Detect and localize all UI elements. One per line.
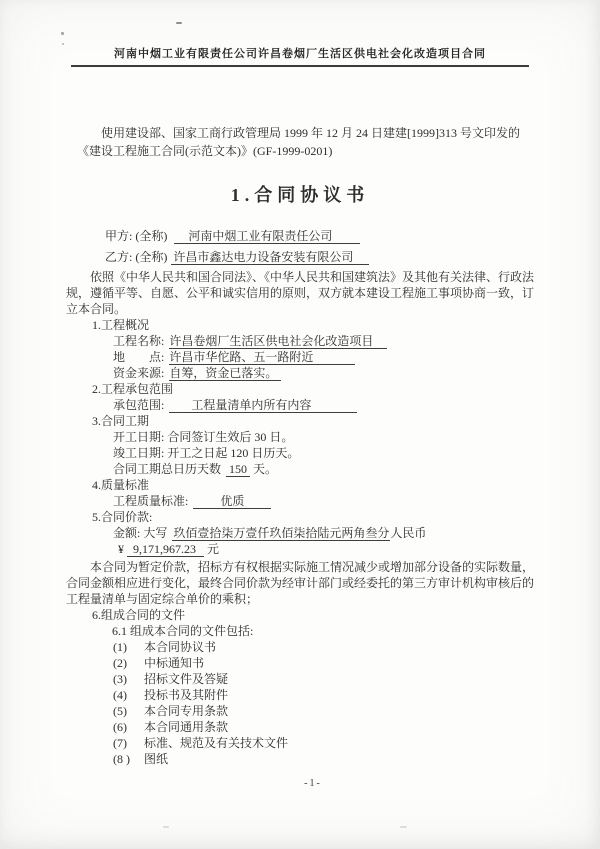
field-label: 工程名称:: [113, 334, 165, 348]
document-body: [0, 125, 600, 767]
field-quality-standard: [113, 493, 534, 509]
currency-symbol: ¥: [118, 542, 124, 556]
item-number: (2): [113, 656, 127, 670]
duration-suffix: 天。: [253, 462, 278, 476]
item-text: 投标书及其附件: [144, 688, 229, 702]
item-number: (3): [113, 672, 127, 686]
item-text: 中标通知书: [144, 656, 205, 670]
duration-prefix: 合同工期总日历天数: [113, 462, 222, 476]
item-text: 本合同专用条款: [144, 704, 229, 718]
amount-figures-suffix: 元: [207, 542, 220, 556]
section-6-subheading: 6.1 组成本合同的文件包括:: [112, 624, 254, 638]
field-location: [113, 349, 534, 365]
contract-doc-item: [113, 735, 534, 751]
scan-artifact: [62, 43, 64, 45]
item-number: (4): [113, 688, 127, 702]
field-value: 许昌市华佗路、五一路附近: [169, 350, 355, 365]
item-number: (8 ): [113, 752, 130, 766]
field-value: 工程量清单内所有内容: [169, 398, 357, 413]
section-2-heading: 2.工程承包范围: [92, 382, 174, 396]
line-amount-figures: [118, 541, 534, 557]
scan-artifact: [163, 826, 169, 828]
line-amount-words: [113, 525, 534, 541]
field-value: 优质: [193, 494, 271, 509]
line-start-date: 开工日期: 合同签订生效后 30 日。: [113, 430, 294, 444]
preamble-paragraph: 依照《中华人民共和国合同法》、《中华人民共和国建筑法》及其他有关法律、行政法规，遵循平等、自愿、公平和诚实信用的原则，双方就本建设工程施工事项协商一致，订立本合同。: [66, 270, 535, 316]
line-total-duration: [113, 461, 534, 477]
section-5-heading: 5.合同价款:: [92, 510, 153, 524]
item-number: (1): [113, 640, 127, 654]
item-text: 图纸: [144, 752, 169, 766]
section-3-heading: 3.合同工期: [92, 414, 150, 428]
field-funding-source: [113, 365, 534, 381]
price-note-paragraph: 本合同为暂定价款，招标方有权根据实际施工情况减少或增加部分设备的实际数量，合同金额相应进行变化，最终合同价款为经审计部门或经委托的第三方审计机构审核后的工程量清单与固定综合单价的乘积；: [66, 560, 535, 606]
contract-doc-item: [113, 655, 534, 671]
field-label: 资金来源:: [113, 366, 165, 380]
party-a-line: [105, 226, 534, 247]
amount-words-suffix: 人民币: [390, 526, 427, 540]
field-label: 工程质量标准:: [113, 494, 189, 508]
amount-words-value: 玖佰壹拾柒万壹仟玖佰柒拾陆元两角叁分: [173, 526, 390, 540]
section-4-heading: 4.质量标准: [92, 478, 150, 492]
contract-doc-item: [113, 687, 534, 703]
line-completion-date: 竣工日期: 开工之日起 120 日历天。: [113, 446, 300, 460]
section-1-heading: 1.工程概况: [92, 318, 150, 332]
field-project-name: [113, 333, 534, 349]
field-value: 自筹，资金已落实。: [169, 366, 281, 381]
contract-doc-item: [113, 639, 534, 655]
document-header: [0, 0, 600, 67]
field-contract-scope: [113, 397, 534, 413]
party-b-line: [105, 247, 534, 268]
item-text: 本合同通用条款: [144, 720, 229, 734]
item-text: 本合同协议书: [144, 640, 217, 654]
contract-doc-item: [113, 703, 534, 719]
contract-doc-item: [113, 751, 534, 767]
field-label: 地 点:: [113, 350, 165, 364]
field-label: 承包范围:: [113, 398, 165, 412]
scan-artifact: [400, 826, 407, 828]
party-b-label: 乙方: (全称): [105, 249, 168, 264]
item-text: 招标文件及答疑: [144, 672, 229, 686]
party-a-label: 甲方: (全称): [105, 229, 168, 243]
item-text: 标准、规范及有关技术文件: [144, 736, 289, 750]
section-6-heading: 6.组成合同的文件: [92, 608, 186, 622]
item-number: (5): [113, 704, 127, 718]
duration-days-value: 150: [226, 462, 250, 477]
page-title: 1.合同协议书: [230, 185, 370, 205]
item-number: (6): [113, 720, 127, 734]
item-number: (7): [113, 736, 127, 750]
party-b-value: 许昌市鑫达电力设备安装有限公司: [171, 250, 369, 265]
amount-words-prefix: 金额: 大写: [113, 526, 168, 540]
amount-figures-value: 9,171,967.23: [127, 542, 204, 557]
intro-paragraph: 使用建设部、国家工商行政管理局 1999 年 12 月 24 日建建[1999]313 号文印发的《建设工程施工合同(示范文本)》(GF-1999-0201): [77, 126, 520, 158]
field-value: 许昌卷烟厂生活区供电社会化改造项目: [169, 334, 387, 349]
header-title: 河南中烟工业有限责任公司许昌卷烟厂生活区供电社会化改造项目合同: [71, 47, 529, 67]
scan-artifact: [176, 22, 182, 24]
page-number: -1-: [304, 778, 322, 789]
parties-block: [105, 226, 534, 267]
party-a-value: 河南中烟工业有限责任公司: [174, 229, 360, 244]
contract-doc-item: [113, 671, 534, 687]
contract-doc-item: [113, 719, 534, 735]
scan-artifact: [61, 32, 64, 35]
